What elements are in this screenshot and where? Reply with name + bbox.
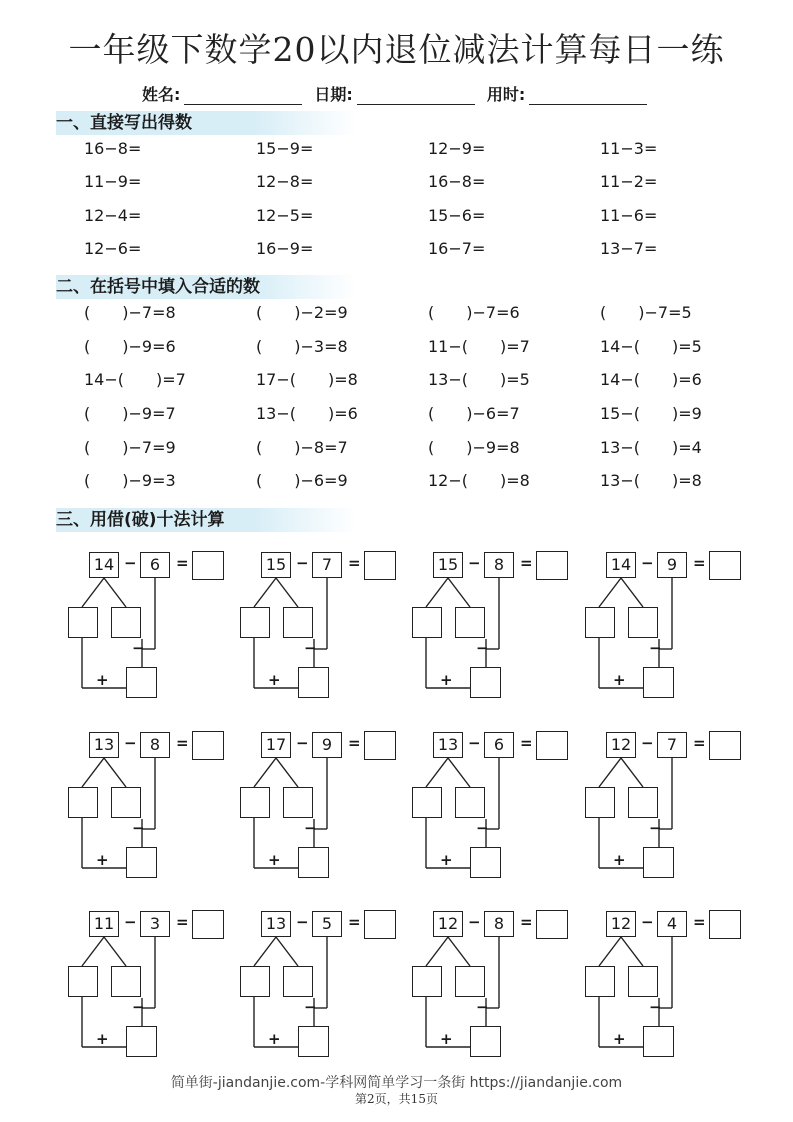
plus-sign: + [613, 1030, 626, 1048]
exercise-item[interactable]: ( )−9=3 [84, 471, 176, 491]
minuend-box: 15 [433, 552, 463, 578]
exercise-item[interactable]: ( )−8=7 [256, 437, 348, 457]
exercise-item[interactable]: 13−( )=5 [428, 370, 530, 390]
result-box[interactable] [643, 847, 674, 878]
exercise-item[interactable]: 14−( )=7 [84, 370, 186, 390]
equals-sign: = [520, 913, 533, 931]
student-info [142, 82, 659, 105]
split-right-box[interactable] [628, 607, 658, 638]
minus-sign: − [641, 913, 654, 931]
minuend-box: 14 [606, 552, 636, 578]
subtrahend-box: 8 [484, 552, 514, 578]
exercise-item[interactable]: 14−( )=6 [600, 370, 702, 390]
answer-box[interactable] [536, 551, 568, 580]
split-left-box[interactable] [585, 607, 615, 638]
exercise-item[interactable]: ( )−9=7 [84, 404, 176, 424]
minus-sign: − [476, 819, 489, 837]
exercise-item[interactable]: ( )−7=9 [84, 437, 176, 457]
answer-box[interactable] [192, 551, 224, 580]
exercise-item[interactable]: ( )−7=6 [428, 303, 520, 322]
minuend-box: 13 [433, 732, 463, 758]
equals-sign: = [176, 734, 189, 752]
split-right-box[interactable] [283, 966, 313, 997]
split-left-box[interactable] [585, 787, 615, 818]
plus-sign: + [268, 851, 281, 869]
exercise-item[interactable]: 13−( )=6 [256, 404, 358, 424]
equals-sign: = [520, 554, 533, 572]
plus-sign: + [96, 671, 109, 689]
exercise-item[interactable]: 16−9= [256, 238, 314, 258]
equals-sign: = [348, 913, 361, 931]
answer-box[interactable] [536, 731, 568, 760]
split-ten-tree [240, 908, 400, 1058]
footer-text: 简单街-jiandanjie.com-学科网简单学习一条街 https://jiandanjie.com [170, 1075, 623, 1091]
split-ten-tree [585, 908, 745, 1058]
split-ten-tree [68, 908, 228, 1058]
exercise-item[interactable]: 12−5= [256, 205, 314, 225]
exercise-item[interactable]: 16−8= [428, 172, 486, 192]
answer-box[interactable] [709, 910, 741, 939]
time-label: 用时: [486, 85, 526, 104]
exercise-item[interactable]: 11−( )=7 [428, 336, 530, 356]
result-box[interactable] [126, 1026, 157, 1057]
split-left-box[interactable] [585, 966, 615, 997]
minuend-box: 14 [89, 552, 119, 578]
minus-sign: − [132, 639, 145, 657]
time-field[interactable] [487, 82, 647, 105]
answer-box[interactable] [364, 551, 396, 580]
split-ten-tree [240, 549, 400, 699]
minuend-box: 12 [433, 911, 463, 937]
split-right-box[interactable] [111, 787, 141, 818]
minus-sign: − [476, 639, 489, 657]
exercise-item[interactable]: 12−8= [256, 172, 314, 192]
exercise-item[interactable]: 11−6= [600, 205, 658, 225]
section-3-title: 三、用借(破)十法计算 [56, 508, 356, 532]
minus-sign: − [641, 734, 654, 752]
section-1-title: 一、直接写出得数 [56, 111, 356, 135]
split-ten-tree [412, 549, 572, 699]
part1-exercise-grid [84, 138, 774, 271]
page-title: 一年级下数学20以内退位减法计算每日一练 [68, 30, 725, 69]
exercise-item[interactable]: ( )−7=8 [84, 303, 176, 322]
answer-box[interactable] [709, 731, 741, 760]
plus-sign: + [96, 851, 109, 869]
split-ten-tree [585, 729, 745, 879]
name-label: 姓名: [142, 85, 181, 104]
minus-sign: − [124, 734, 137, 752]
split-right-box[interactable] [455, 787, 485, 818]
exercise-item[interactable]: 13−7= [600, 238, 658, 258]
exercise-item[interactable]: 14−( )=5 [600, 336, 702, 356]
minus-sign: − [296, 554, 309, 572]
minus-sign: − [124, 913, 137, 931]
subtrahend-box: 3 [140, 911, 170, 937]
section-2-title: 二、在括号中填入合适的数 [56, 275, 356, 299]
split-left-box[interactable] [412, 787, 442, 818]
split-left-box[interactable] [68, 966, 98, 997]
exercise-item[interactable]: ( )−6=9 [256, 471, 348, 491]
minuend-box: 13 [261, 911, 291, 937]
minus-sign: − [132, 819, 145, 837]
minus-sign: − [468, 554, 481, 572]
exercise-item[interactable]: 12−6= [84, 238, 142, 258]
split-left-box[interactable] [412, 966, 442, 997]
exercise-item[interactable]: 13−( )=4 [600, 437, 702, 457]
exercise-item[interactable]: 17−( )=8 [256, 370, 358, 390]
equals-sign: = [520, 734, 533, 752]
minuend-box: 11 [89, 911, 119, 937]
answer-box[interactable] [192, 910, 224, 939]
exercise-item[interactable]: ( )−9=6 [84, 336, 176, 356]
subtrahend-box: 9 [312, 732, 342, 758]
answer-box[interactable] [536, 910, 568, 939]
result-box[interactable] [126, 847, 157, 878]
split-right-box[interactable] [111, 607, 141, 638]
minus-sign: − [132, 998, 145, 1016]
equals-sign: = [348, 554, 361, 572]
exercise-item[interactable]: 12−4= [84, 205, 142, 225]
minus-sign: − [649, 998, 662, 1016]
result-box[interactable] [470, 847, 501, 878]
exercise-item[interactable]: 15−9= [256, 139, 314, 158]
subtrahend-box: 7 [312, 552, 342, 578]
plus-sign: + [440, 1030, 453, 1048]
date-label: 日期: [314, 85, 353, 104]
plus-sign: + [440, 671, 453, 689]
split-left-box[interactable] [240, 607, 270, 638]
name-field[interactable] [142, 82, 302, 105]
minus-sign: − [468, 734, 481, 752]
exercise-item[interactable]: 12−( )=8 [428, 471, 530, 491]
split-left-box[interactable] [68, 787, 98, 818]
subtrahend-box: 5 [312, 911, 342, 937]
result-box[interactable] [643, 1026, 674, 1057]
exercise-item[interactable]: 11−3= [600, 139, 658, 158]
split-left-box[interactable] [240, 787, 270, 818]
split-left-box[interactable] [240, 966, 270, 997]
plus-sign: + [613, 851, 626, 869]
exercise-item[interactable]: ( )−6=7 [428, 404, 520, 424]
subtrahend-box: 8 [140, 732, 170, 758]
exercise-item[interactable]: ( )−3=8 [256, 336, 348, 356]
equals-sign: = [176, 913, 189, 931]
minuend-box: 12 [606, 911, 636, 937]
split-ten-tree [68, 729, 228, 879]
equals-sign: = [348, 734, 361, 752]
subtrahend-box: 9 [657, 552, 687, 578]
split-ten-tree [585, 549, 745, 699]
minus-sign: − [296, 913, 309, 931]
split-right-box[interactable] [628, 966, 658, 997]
equals-sign: = [693, 734, 706, 752]
split-right-box[interactable] [455, 966, 485, 997]
minuend-box: 17 [261, 732, 291, 758]
answer-box[interactable] [709, 551, 741, 580]
exercise-item[interactable]: 15−( )=9 [600, 404, 702, 424]
minus-sign: − [641, 554, 654, 572]
minus-sign: − [468, 913, 481, 931]
minus-sign: − [124, 554, 137, 572]
equals-sign: = [693, 554, 706, 572]
exercise-item[interactable]: ( )−7=5 [600, 303, 692, 322]
answer-box[interactable] [364, 731, 396, 760]
exercise-item[interactable]: ( )−9=8 [428, 437, 520, 457]
result-box[interactable] [643, 667, 674, 698]
exercise-item[interactable]: ( )−2=9 [256, 303, 348, 322]
minuend-box: 13 [89, 732, 119, 758]
subtrahend-box: 8 [484, 911, 514, 937]
result-box[interactable] [298, 667, 329, 698]
exercise-item[interactable]: 16−7= [428, 238, 486, 258]
subtrahend-box: 6 [484, 732, 514, 758]
plus-sign: + [440, 851, 453, 869]
split-ten-tree [68, 549, 228, 699]
plus-sign: + [613, 671, 626, 689]
time-blank[interactable] [529, 87, 647, 105]
plus-sign: + [96, 1030, 109, 1048]
equals-sign: = [693, 913, 706, 931]
split-ten-tree [240, 729, 400, 879]
split-ten-tree [412, 908, 572, 1058]
split-right-box[interactable] [283, 787, 313, 818]
split-right-box[interactable] [111, 966, 141, 997]
name-blank[interactable] [184, 87, 302, 105]
equals-sign: = [176, 554, 189, 572]
split-right-box[interactable] [628, 787, 658, 818]
exercise-item[interactable]: 16−8= [84, 139, 142, 158]
part2-exercise-grid [84, 302, 774, 504]
exercise-item[interactable]: 11−2= [600, 172, 658, 192]
plus-sign: + [268, 671, 281, 689]
subtrahend-box: 6 [140, 552, 170, 578]
exercise-item[interactable]: 11−9= [84, 172, 142, 192]
date-field[interactable] [314, 82, 474, 105]
minuend-box: 15 [261, 552, 291, 578]
page-number: 第2页，共15页 [355, 1092, 438, 1106]
subtrahend-box: 7 [657, 732, 687, 758]
minus-sign: − [649, 819, 662, 837]
exercise-item[interactable]: 12−9= [428, 139, 486, 158]
exercise-item[interactable]: 15−6= [428, 205, 486, 225]
minus-sign: − [304, 639, 317, 657]
minus-sign: − [304, 819, 317, 837]
split-left-box[interactable] [412, 607, 442, 638]
date-blank[interactable] [357, 87, 475, 105]
minuend-box: 12 [606, 732, 636, 758]
split-ten-tree [412, 729, 572, 879]
minus-sign: − [296, 734, 309, 752]
exercise-item[interactable]: 13−( )=8 [600, 471, 702, 491]
result-box[interactable] [126, 667, 157, 698]
answer-box[interactable] [364, 910, 396, 939]
subtrahend-box: 4 [657, 911, 687, 937]
answer-box[interactable] [192, 731, 224, 760]
plus-sign: + [268, 1030, 281, 1048]
minus-sign: − [304, 998, 317, 1016]
result-box[interactable] [470, 1026, 501, 1057]
split-right-box[interactable] [283, 607, 313, 638]
result-box[interactable] [470, 667, 501, 698]
result-box[interactable] [298, 1026, 329, 1057]
result-box[interactable] [298, 847, 329, 878]
minus-sign: − [649, 639, 662, 657]
minus-sign: − [476, 998, 489, 1016]
split-right-box[interactable] [455, 607, 485, 638]
split-left-box[interactable] [68, 607, 98, 638]
